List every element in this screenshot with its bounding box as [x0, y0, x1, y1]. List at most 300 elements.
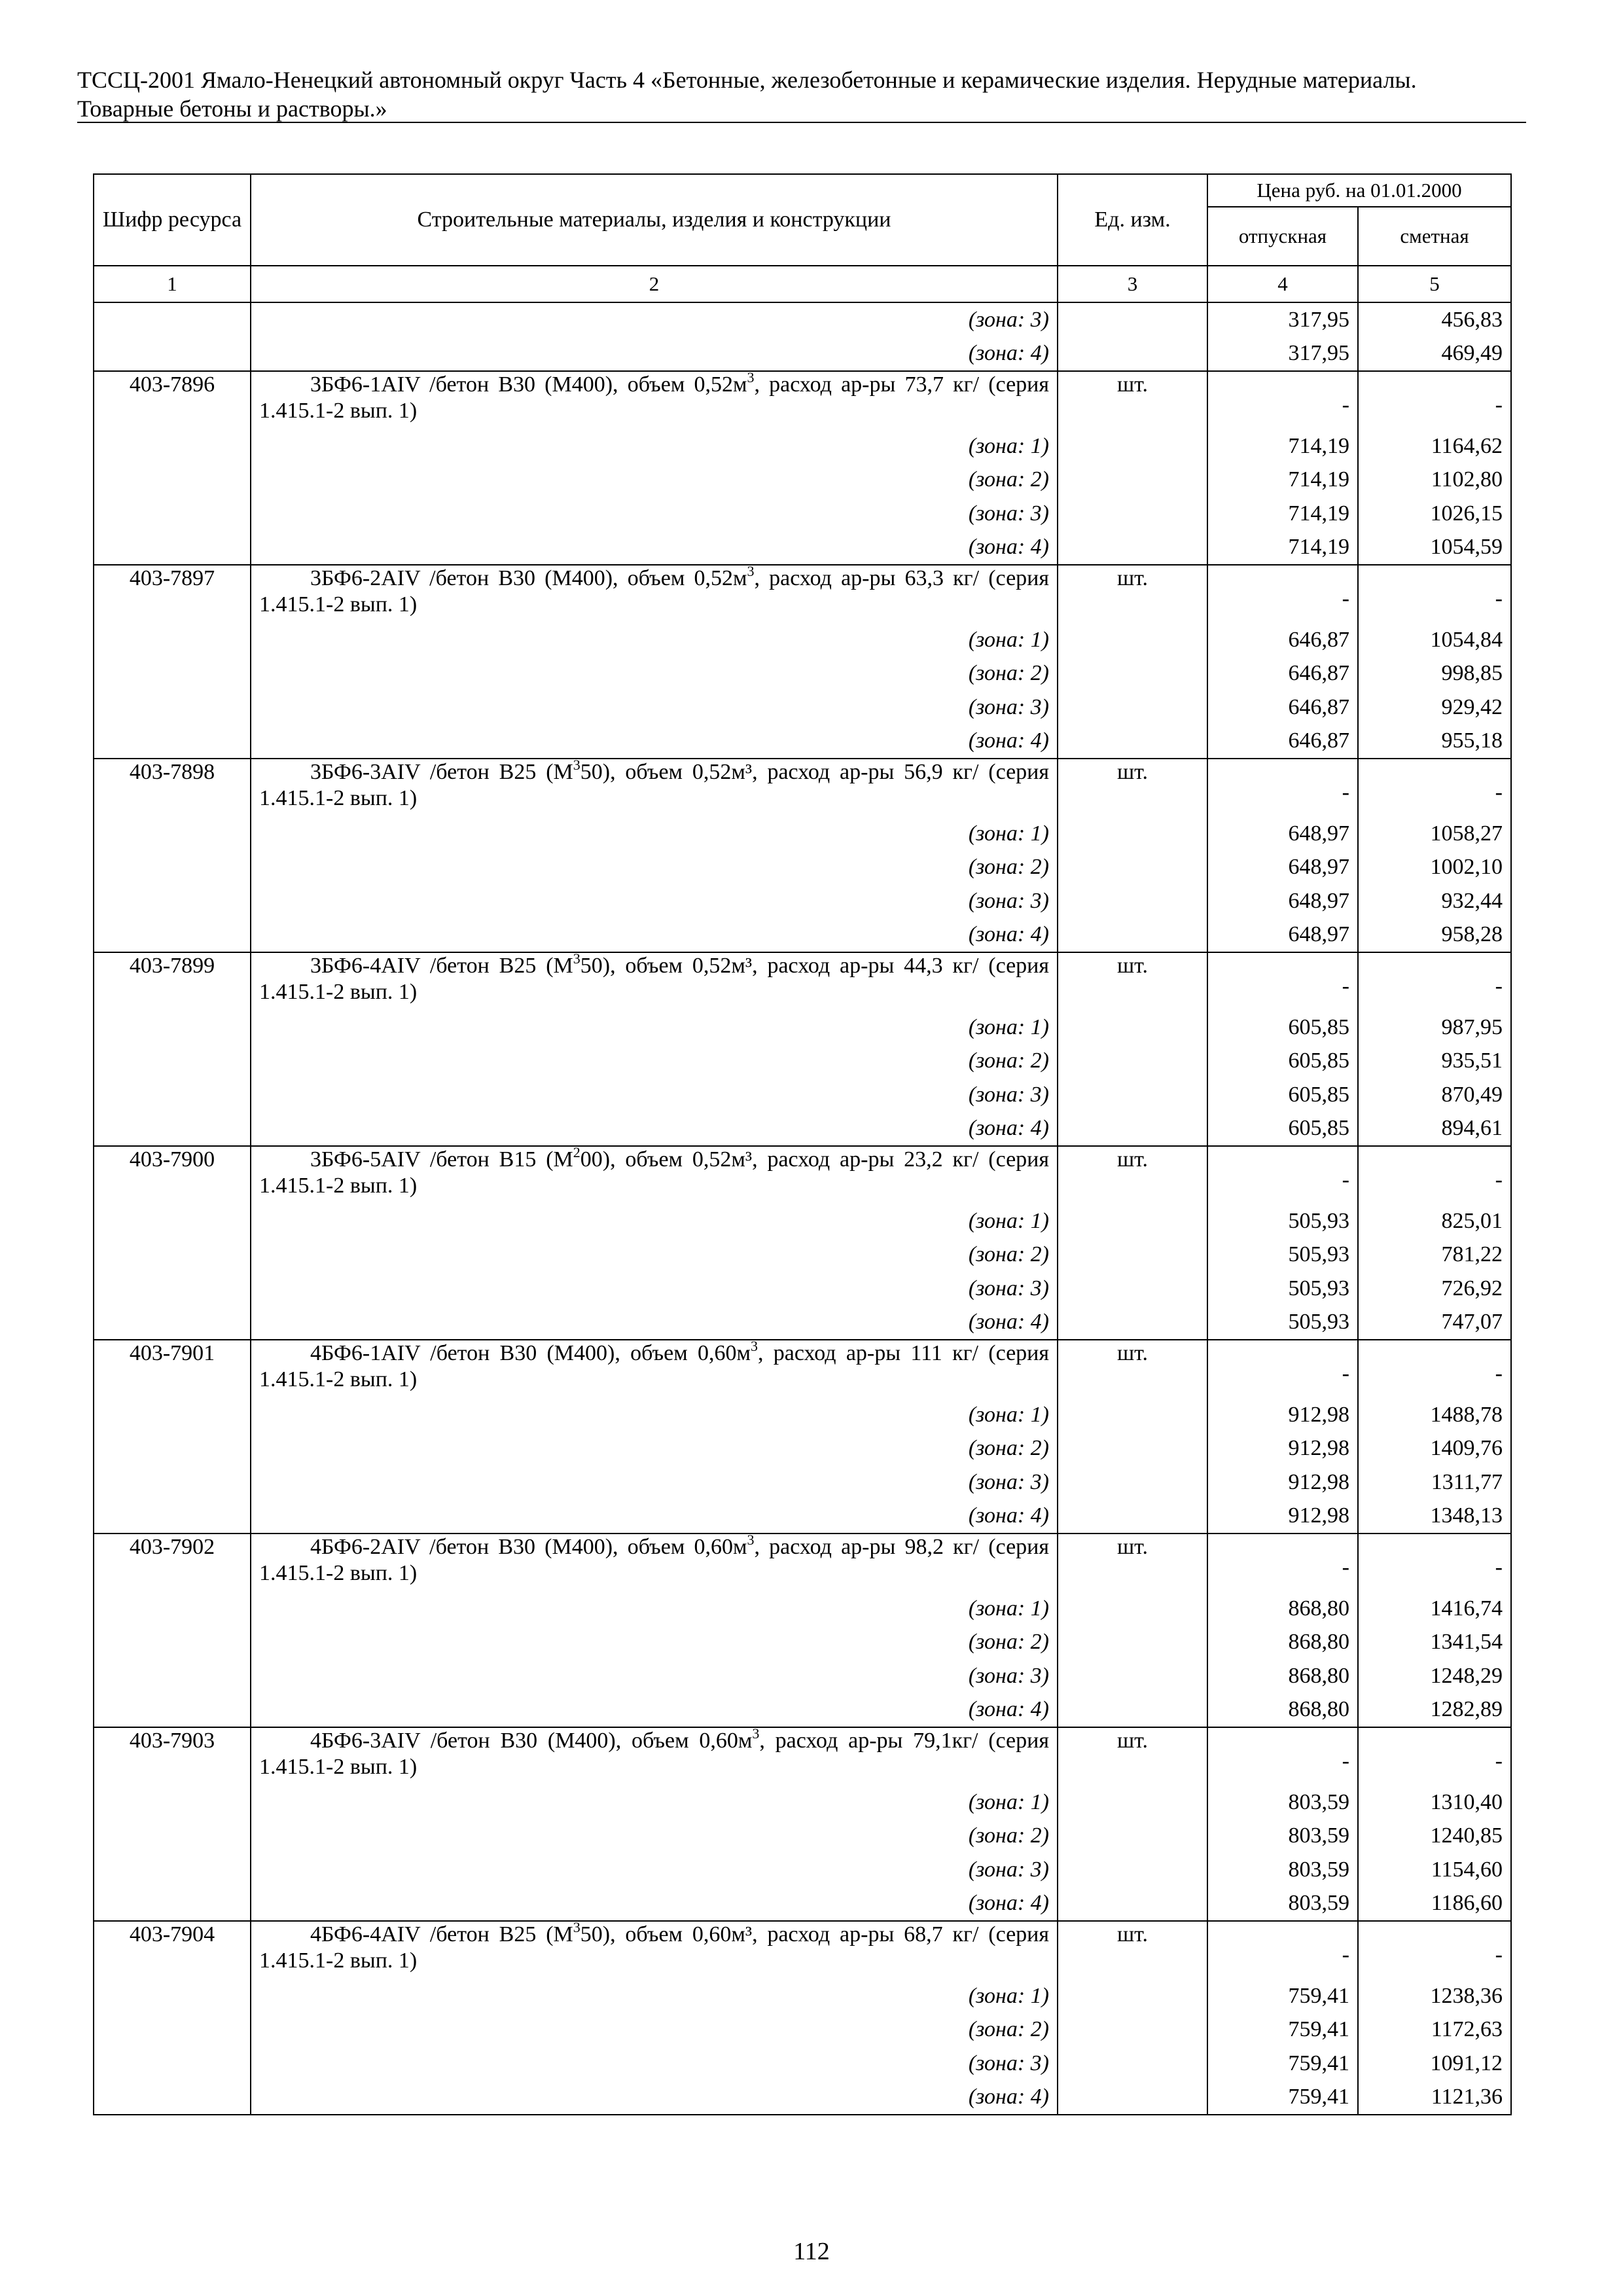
description-text: 3БФ6-2АIV /бетон В30 (М400), объем 0,52м	[310, 566, 747, 590]
col-number-1: 1	[94, 266, 251, 302]
estimate-price: 1186,60	[1358, 1887, 1511, 1922]
release-price: 646,87	[1207, 623, 1358, 657]
unit-cell-empty	[1058, 851, 1207, 885]
release-price: 868,80	[1207, 1659, 1358, 1693]
table-row	[94, 1659, 1511, 1693]
estimate-price: 825,01	[1358, 1204, 1511, 1238]
zone-label: (зона: 2)	[251, 1045, 1058, 1079]
table-row	[94, 1432, 1511, 1466]
code-cell-empty	[94, 1499, 251, 1534]
estimate-price: 726,92	[1358, 1272, 1511, 1306]
release-price: -	[1207, 371, 1358, 429]
table-row	[94, 1785, 1511, 1820]
release-price: 868,80	[1207, 1626, 1358, 1660]
release-price: 605,85	[1207, 1011, 1358, 1045]
estimate-price: 747,07	[1358, 1306, 1511, 1340]
zone-label: (зона: 3)	[251, 1659, 1058, 1693]
estimate-price: 932,44	[1358, 884, 1511, 918]
zone-label: (зона: 1)	[251, 817, 1058, 851]
estimate-price: 998,85	[1358, 657, 1511, 691]
table-row	[94, 2013, 1511, 2047]
zone-label: (зона: 2)	[251, 2013, 1058, 2047]
code-cell-empty	[94, 1078, 251, 1112]
unit-cell-empty	[1058, 1011, 1207, 1045]
code-cell-empty	[94, 1112, 251, 1147]
estimate-price: 1164,62	[1358, 429, 1511, 463]
table-row	[94, 1534, 1511, 1592]
estimate-price: -	[1358, 952, 1511, 1011]
release-price: 868,80	[1207, 1693, 1358, 1728]
unit-cell-empty	[1058, 531, 1207, 565]
description-superscript: 2	[573, 1144, 580, 1160]
zone-label: (зона: 4)	[251, 1887, 1058, 1922]
zone-label: (зона: 4)	[251, 1112, 1058, 1147]
estimate-price: 958,28	[1358, 918, 1511, 953]
code-cell-empty	[94, 463, 251, 497]
code-cell-empty	[94, 2081, 251, 2115]
description-text-rest: 50), объем 0,52м³, расход ар-ры 44,3 кг/ (серия 1.415.1-2 вып. 1)	[259, 954, 1049, 1004]
description-superscript: 3	[573, 757, 580, 773]
estimate-price: 929,42	[1358, 691, 1511, 725]
unit-cell-empty	[1058, 657, 1207, 691]
estimate-price: 1348,13	[1358, 1499, 1511, 1534]
unit-of-measure: шт.	[1058, 1534, 1207, 1592]
unit-cell-empty	[1058, 1626, 1207, 1660]
release-price: 648,97	[1207, 918, 1358, 953]
table-row	[94, 691, 1511, 725]
col-number-5: 5	[1358, 266, 1511, 302]
unit-cell-empty	[1058, 1112, 1207, 1147]
release-price: 759,41	[1207, 1979, 1358, 2013]
code-cell-empty	[94, 531, 251, 565]
item-description	[251, 371, 1058, 429]
description-indent	[259, 566, 310, 590]
description-text-rest: , расход ар-ры 79,1кг/ (серия 1.415.1-2 вып. 1)	[259, 1729, 1049, 1779]
zone-label: (зона: 1)	[251, 1011, 1058, 1045]
code-cell-empty	[94, 1785, 251, 1820]
item-description	[251, 1534, 1058, 1592]
release-price: 803,59	[1207, 1820, 1358, 1854]
estimate-price: 1248,29	[1358, 1659, 1511, 1693]
code-cell-empty	[94, 337, 251, 372]
table-row	[94, 1853, 1511, 1887]
release-price: 648,97	[1207, 817, 1358, 851]
description-text-rest: , расход ар-ры 98,2 кг/ (серия 1.415.1-2 вып. 1)	[259, 1535, 1049, 1585]
estimate-price: -	[1358, 1534, 1511, 1592]
estimate-price: 1240,85	[1358, 1820, 1511, 1854]
code-cell-empty	[94, 497, 251, 531]
estimate-price: 955,18	[1358, 725, 1511, 759]
code-cell-empty	[94, 1011, 251, 1045]
table-row	[94, 371, 1511, 429]
release-price: 912,98	[1207, 1432, 1358, 1466]
zone-label: (зона: 2)	[251, 1626, 1058, 1660]
table-row	[94, 337, 1511, 372]
estimate-price: 987,95	[1358, 1011, 1511, 1045]
zone-label: (зона: 2)	[251, 1820, 1058, 1854]
table-row	[94, 497, 1511, 531]
zone-label: (зона: 2)	[251, 657, 1058, 691]
release-price: 803,59	[1207, 1853, 1358, 1887]
table-row	[94, 1499, 1511, 1534]
unit-cell-empty	[1058, 1853, 1207, 1887]
code-cell-empty	[94, 884, 251, 918]
table-row	[94, 817, 1511, 851]
table-row	[94, 623, 1511, 657]
code-cell-empty	[94, 1398, 251, 1432]
table-row	[94, 1078, 1511, 1112]
table-row	[94, 1146, 1511, 1204]
description-superscript: 3	[747, 563, 755, 579]
release-price: 714,19	[1207, 497, 1358, 531]
release-price: 759,41	[1207, 2013, 1358, 2047]
zone-label: (зона: 1)	[251, 1785, 1058, 1820]
unit-of-measure: шт.	[1058, 565, 1207, 623]
page-number: 112	[793, 2238, 830, 2265]
table-row	[94, 1398, 1511, 1432]
table-row	[94, 759, 1511, 817]
unit-cell-empty	[1058, 1592, 1207, 1626]
code-cell-empty	[94, 725, 251, 759]
unit-cell-empty	[1058, 1306, 1207, 1340]
estimate-price: 1058,27	[1358, 817, 1511, 851]
zone-label: (зона: 1)	[251, 1592, 1058, 1626]
code-cell-empty	[94, 817, 251, 851]
resource-code: 403-7899	[94, 952, 251, 1011]
estimate-price: -	[1358, 565, 1511, 623]
unit-cell-empty	[1058, 2081, 1207, 2115]
zone-label: (зона: 1)	[251, 1398, 1058, 1432]
estimate-price: 1154,60	[1358, 1853, 1511, 1887]
unit-of-measure: шт.	[1058, 759, 1207, 817]
release-price: 317,95	[1207, 337, 1358, 372]
estimate-price: 1341,54	[1358, 1626, 1511, 1660]
release-price: 605,85	[1207, 1045, 1358, 1079]
code-cell-empty	[94, 1887, 251, 1922]
description-text: 3БФ6-4АIV /бетон В25 (М	[310, 954, 573, 978]
table-row	[94, 1306, 1511, 1340]
release-price: 759,41	[1207, 2047, 1358, 2081]
zone-label: (зона: 1)	[251, 1204, 1058, 1238]
zone-label: (зона: 3)	[251, 1465, 1058, 1499]
table-row	[94, 952, 1511, 1011]
zone-label: (зона: 3)	[251, 884, 1058, 918]
header-line-2: Товарные бетоны и растворы.»	[77, 96, 387, 122]
unit-cell-empty	[1058, 691, 1207, 725]
description-indent	[259, 372, 310, 397]
table-row	[94, 1340, 1511, 1398]
table-row	[94, 1011, 1511, 1045]
description-superscript: 3	[573, 950, 580, 967]
code-cell-empty	[94, 1238, 251, 1272]
estimate-price: 456,83	[1358, 302, 1511, 337]
release-price: 646,87	[1207, 725, 1358, 759]
unit-of-measure: шт.	[1058, 1727, 1207, 1785]
description-superscript: 3	[751, 1338, 758, 1354]
item-description	[251, 1921, 1058, 1979]
col-header-estimate-price: сметная	[1358, 207, 1511, 266]
resource-code: 403-7897	[94, 565, 251, 623]
resource-code: 403-7901	[94, 1340, 251, 1398]
code-cell-empty	[94, 1693, 251, 1728]
description-indent	[259, 1147, 310, 1172]
col-header-unit: Ед. изм.	[1058, 174, 1207, 266]
release-price: 912,98	[1207, 1499, 1358, 1534]
code-cell-empty	[94, 1432, 251, 1466]
release-price: -	[1207, 565, 1358, 623]
table-row	[94, 1045, 1511, 1079]
col-header-description: Строительные материалы, изделия и конструкции	[251, 174, 1058, 266]
unit-cell-empty	[1058, 725, 1207, 759]
table-row	[94, 851, 1511, 885]
resource-code: 403-7903	[94, 1727, 251, 1785]
table-row	[94, 725, 1511, 759]
description-text-rest: , расход ар-ры 73,7 кг/ (серия 1.415.1-2 вып. 1)	[259, 372, 1049, 423]
description-superscript: 3	[752, 1725, 760, 1742]
unit-cell-empty	[1058, 302, 1207, 337]
description-text: 4БФ6-4АIV /бетон В25 (М	[310, 1922, 573, 1946]
code-cell-empty	[94, 1626, 251, 1660]
zone-label: (зона: 4)	[251, 531, 1058, 565]
description-indent	[259, 1729, 310, 1753]
release-price: 868,80	[1207, 1592, 1358, 1626]
col-number-3: 3	[1058, 266, 1207, 302]
zone-label: (зона: 1)	[251, 429, 1058, 463]
zone-label: (зона: 3)	[251, 2047, 1058, 2081]
description-indent	[259, 1535, 310, 1559]
table-row	[94, 1693, 1511, 1728]
zone-label: (зона: 4)	[251, 337, 1058, 372]
zone-label: (зона: 3)	[251, 1853, 1058, 1887]
estimate-price: 469,49	[1358, 337, 1511, 372]
estimate-price: 1172,63	[1358, 2013, 1511, 2047]
col-number-2: 2	[251, 266, 1058, 302]
estimate-price: 1054,84	[1358, 623, 1511, 657]
description-superscript: 3	[747, 369, 755, 386]
table-row	[94, 429, 1511, 463]
unit-cell-empty	[1058, 1659, 1207, 1693]
estimate-price: 870,49	[1358, 1078, 1511, 1112]
release-price: -	[1207, 1534, 1358, 1592]
estimate-price: 1026,15	[1358, 497, 1511, 531]
code-cell-empty	[94, 1979, 251, 2013]
code-cell-empty	[94, 302, 251, 337]
zone-label: (зона: 2)	[251, 851, 1058, 885]
unit-cell-empty	[1058, 1979, 1207, 2013]
zone-label: (зона: 1)	[251, 1979, 1058, 2013]
release-price: 714,19	[1207, 531, 1358, 565]
description-indent	[259, 1341, 310, 1365]
estimate-price: 1409,76	[1358, 1432, 1511, 1466]
release-price: 803,59	[1207, 1887, 1358, 1922]
estimate-price: -	[1358, 1727, 1511, 1785]
unit-cell-empty	[1058, 1887, 1207, 1922]
table-row	[94, 1112, 1511, 1147]
description-text: 3БФ6-1АIV /бетон В30 (М400), объем 0,52м	[310, 372, 747, 397]
description-indent	[259, 1922, 310, 1946]
description-text-rest: 50), объем 0,60м³, расход ар-ры 68,7 кг/ (серия 1.415.1-2 вып. 1)	[259, 1922, 1049, 1973]
unit-cell-empty	[1058, 1078, 1207, 1112]
zone-label: (зона: 4)	[251, 1499, 1058, 1534]
release-price: -	[1207, 1340, 1358, 1398]
table-row	[94, 1921, 1511, 1979]
description-text: 4БФ6-2АIV /бетон В30 (М400), объем 0,60м	[310, 1535, 747, 1559]
description-indent	[259, 760, 310, 784]
unit-of-measure: шт.	[1058, 952, 1207, 1011]
release-price: -	[1207, 759, 1358, 817]
table-row	[94, 1979, 1511, 2013]
description-text-rest: , расход ар-ры 111 кг/ (серия 1.415.1-2 вып. 1)	[259, 1341, 1049, 1391]
release-price: 912,98	[1207, 1465, 1358, 1499]
unit-cell-empty	[1058, 1465, 1207, 1499]
release-price: 714,19	[1207, 463, 1358, 497]
table-row	[94, 565, 1511, 623]
release-price: 505,93	[1207, 1306, 1358, 1340]
unit-cell-empty	[1058, 1045, 1207, 1079]
code-cell-empty	[94, 1592, 251, 1626]
zone-label: (зона: 3)	[251, 1078, 1058, 1112]
release-price: 605,85	[1207, 1078, 1358, 1112]
code-cell-empty	[94, 851, 251, 885]
unit-cell-empty	[1058, 623, 1207, 657]
unit-cell-empty	[1058, 2047, 1207, 2081]
item-description	[251, 759, 1058, 817]
unit-cell-empty	[1058, 2013, 1207, 2047]
item-description	[251, 1340, 1058, 1398]
zone-label: (зона: 4)	[251, 2081, 1058, 2115]
table-row	[94, 1887, 1511, 1922]
price-table	[93, 173, 1512, 2115]
release-price: 505,93	[1207, 1272, 1358, 1306]
estimate-price: 781,22	[1358, 1238, 1511, 1272]
description-text: 3БФ6-5АIV /бетон В15 (М	[310, 1147, 573, 1172]
zone-label: (зона: 4)	[251, 918, 1058, 953]
description-text: 4БФ6-1АIV /бетон В30 (М400), объем 0,60м	[310, 1341, 751, 1365]
resource-code: 403-7904	[94, 1921, 251, 1979]
code-cell-empty	[94, 1204, 251, 1238]
col-number-4: 4	[1207, 266, 1358, 302]
unit-cell-empty	[1058, 884, 1207, 918]
table-row	[94, 1820, 1511, 1854]
zone-label: (зона: 3)	[251, 1272, 1058, 1306]
unit-of-measure: шт.	[1058, 1921, 1207, 1979]
release-price: -	[1207, 1727, 1358, 1785]
resource-code: 403-7902	[94, 1534, 251, 1592]
unit-cell-empty	[1058, 817, 1207, 851]
code-cell-empty	[94, 2013, 251, 2047]
unit-cell-empty	[1058, 1785, 1207, 1820]
code-cell-empty	[94, 2047, 251, 2081]
table-row	[94, 1238, 1511, 1272]
code-cell-empty	[94, 623, 251, 657]
unit-cell-empty	[1058, 1204, 1207, 1238]
zone-label: (зона: 3)	[251, 497, 1058, 531]
code-cell-empty	[94, 1820, 251, 1854]
release-price: 803,59	[1207, 1785, 1358, 1820]
release-price: 646,87	[1207, 657, 1358, 691]
table-row	[94, 1272, 1511, 1306]
description-text: 3БФ6-3АIV /бетон В25 (М	[310, 760, 573, 784]
release-price: -	[1207, 952, 1358, 1011]
estimate-price: 1091,12	[1358, 2047, 1511, 2081]
table-row	[94, 884, 1511, 918]
estimate-price: -	[1358, 371, 1511, 429]
table-row	[94, 463, 1511, 497]
unit-cell-empty	[1058, 1693, 1207, 1728]
estimate-price: 1102,80	[1358, 463, 1511, 497]
estimate-price: 1238,36	[1358, 1979, 1511, 2013]
unit-cell-empty	[1058, 1272, 1207, 1306]
estimate-price: -	[1358, 1921, 1511, 1979]
zone-label: (зона: 1)	[251, 623, 1058, 657]
estimate-price: 935,51	[1358, 1045, 1511, 1079]
code-cell-empty	[94, 1853, 251, 1887]
estimate-price: 894,61	[1358, 1112, 1511, 1147]
zone-label: (зона: 2)	[251, 463, 1058, 497]
table-row	[94, 657, 1511, 691]
unit-cell-empty	[1058, 497, 1207, 531]
header-rule	[77, 122, 1526, 123]
table-row	[94, 2081, 1511, 2115]
zone-label: (зона: 4)	[251, 1306, 1058, 1340]
item-description	[251, 1146, 1058, 1204]
code-cell-empty	[94, 691, 251, 725]
col-header-code: Шифр ресурса	[94, 174, 251, 266]
resource-code: 403-7898	[94, 759, 251, 817]
estimate-price: 1310,40	[1358, 1785, 1511, 1820]
table-row	[94, 531, 1511, 565]
unit-cell-empty	[1058, 1499, 1207, 1534]
table-row	[94, 1626, 1511, 1660]
unit-cell-empty	[1058, 429, 1207, 463]
col-header-price: Цена руб. на 01.01.2000	[1207, 174, 1511, 207]
zone-label: (зона: 4)	[251, 725, 1058, 759]
item-description	[251, 565, 1058, 623]
table-row	[94, 1204, 1511, 1238]
zone-label: (зона: 3)	[251, 302, 1058, 337]
zone-label: (зона: 2)	[251, 1432, 1058, 1466]
estimate-price: 1311,77	[1358, 1465, 1511, 1499]
document-header	[77, 65, 1530, 123]
description-text-rest: 00), объем 0,52м³, расход ар-ры 23,2 кг/ (серия 1.415.1-2 вып. 1)	[259, 1147, 1049, 1198]
code-cell-empty	[94, 657, 251, 691]
unit-cell-empty	[1058, 1238, 1207, 1272]
code-cell-empty	[94, 1272, 251, 1306]
description-text: 4БФ6-3АIV /бетон В30 (М400), объем 0,60м	[310, 1729, 753, 1753]
release-price: 648,97	[1207, 851, 1358, 885]
estimate-price: -	[1358, 759, 1511, 817]
table-row	[94, 1592, 1511, 1626]
resource-code: 403-7896	[94, 371, 251, 429]
code-cell-empty	[94, 1306, 251, 1340]
code-cell-empty	[94, 1045, 251, 1079]
header-line-1: ТССЦ-2001 Ямало-Ненецкий автономный округ Часть 4 «Бетонные, железобетонные и керамические изделия. Нерудные материалы.	[77, 67, 1417, 93]
release-price: 646,87	[1207, 691, 1358, 725]
table-row	[94, 2047, 1511, 2081]
estimate-price: -	[1358, 1340, 1511, 1398]
item-description	[251, 952, 1058, 1011]
code-cell-empty	[94, 1659, 251, 1693]
zone-label: (зона: 2)	[251, 1238, 1058, 1272]
release-price: -	[1207, 1921, 1358, 1979]
unit-cell-empty	[1058, 918, 1207, 953]
estimate-price: 1002,10	[1358, 851, 1511, 885]
release-price: 759,41	[1207, 2081, 1358, 2115]
release-price: 714,19	[1207, 429, 1358, 463]
code-cell-empty	[94, 429, 251, 463]
description-text-rest: , расход ар-ры 63,3 кг/ (серия 1.415.1-2 вып. 1)	[259, 566, 1049, 617]
description-text-rest: 50), объем 0,52м³, расход ар-ры 56,9 кг/ (серия 1.415.1-2 вып. 1)	[259, 760, 1049, 810]
